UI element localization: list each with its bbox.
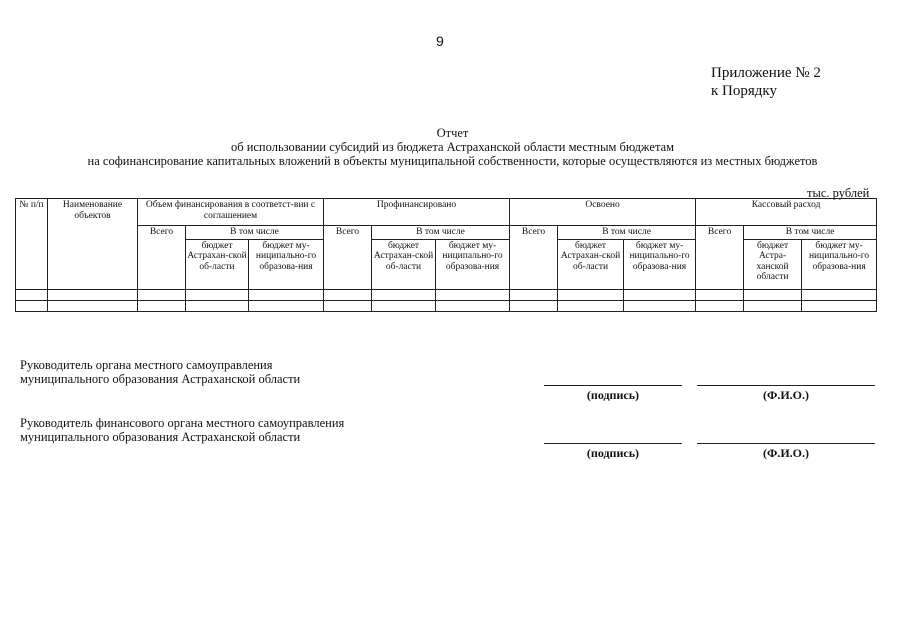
header-regional-budget: бюджет Астрахан-ской об-ласти bbox=[558, 239, 624, 289]
table-cell bbox=[372, 289, 436, 300]
header-regional-budget: бюджет Астра-ханской области bbox=[744, 239, 802, 289]
header-group-cash-expense: Кассовый расход bbox=[696, 199, 877, 226]
header-municipal-budget: бюджет му-ниципально-го образова-ния bbox=[802, 239, 877, 289]
signature-caption: (подпись) bbox=[586, 388, 640, 402]
table-cell bbox=[16, 289, 48, 300]
table-cell bbox=[138, 289, 186, 300]
header-total: Всего bbox=[138, 226, 186, 290]
table-cell bbox=[48, 300, 138, 311]
report-title-line-3: на софинансирование капитальных вложений в объекты муниципальной собственности, которые осуществляются из местных бюджетов bbox=[87, 154, 818, 168]
header-regional-budget: бюджет Астрахан-ской об-ласти bbox=[372, 239, 436, 289]
header-group-agreement: Объем финансирования в соответст-вии с соглашением bbox=[138, 199, 324, 226]
table-row bbox=[16, 289, 877, 300]
page-number: 9 bbox=[436, 33, 444, 49]
signature-title-line-2: муниципального образования Астраханской области bbox=[20, 430, 301, 444]
table-cell bbox=[372, 300, 436, 311]
table-cell bbox=[436, 300, 510, 311]
table-cell bbox=[249, 300, 324, 311]
table-cell bbox=[558, 300, 624, 311]
table-cell bbox=[744, 289, 802, 300]
header-municipal-budget: бюджет му-ниципально-го образова-ния bbox=[624, 239, 696, 289]
table-cell bbox=[696, 289, 744, 300]
table-cell bbox=[558, 289, 624, 300]
header-total: Всего bbox=[510, 226, 558, 290]
header-group-financed: Профинансировано bbox=[324, 199, 510, 226]
header-including: В том числе bbox=[372, 226, 510, 240]
table-header-row-2 bbox=[16, 226, 877, 240]
signature-line bbox=[544, 443, 682, 444]
header-including: В том числе bbox=[558, 226, 696, 240]
header-total: Всего bbox=[696, 226, 744, 290]
header-group-mastered: Освоено bbox=[510, 199, 696, 226]
table-cell bbox=[48, 289, 138, 300]
table-cell bbox=[324, 289, 372, 300]
table-cell bbox=[510, 300, 558, 311]
name-caption: (Ф.И.О.) bbox=[763, 446, 809, 460]
table-cell bbox=[802, 289, 877, 300]
table-row bbox=[16, 300, 877, 311]
signature-block-head bbox=[20, 358, 300, 386]
signature-title-line-1: Руководитель органа местного самоуправления bbox=[20, 358, 273, 372]
signature-line bbox=[544, 385, 682, 386]
signature-title-line-2: муниципального образования Астраханской области bbox=[20, 372, 301, 386]
table-cell bbox=[624, 289, 696, 300]
table-header-row-1 bbox=[16, 199, 877, 226]
signature-caption: (подпись) bbox=[586, 446, 640, 460]
report-title-line-1: Отчет bbox=[436, 126, 469, 140]
name-line bbox=[697, 443, 875, 444]
report-title bbox=[40, 126, 865, 168]
appendix-line-2: к Порядку bbox=[711, 83, 777, 99]
header-municipal-budget: бюджет му-ниципально-го образова-ния bbox=[436, 239, 510, 289]
header-number: № п/п bbox=[16, 199, 48, 290]
units-label: тыс. рублей bbox=[807, 186, 870, 200]
table-cell bbox=[744, 300, 802, 311]
table-cell bbox=[186, 300, 249, 311]
header-object-name: Наименование объектов bbox=[48, 199, 138, 290]
table-cell bbox=[249, 289, 324, 300]
report-table bbox=[15, 198, 877, 312]
report-title-line-2: об использовании субсидий из бюджета Астраханской области местным бюджетам bbox=[230, 140, 675, 154]
header-total: Всего bbox=[324, 226, 372, 290]
header-regional-budget: бюджет Астрахан-ской об-ласти bbox=[186, 239, 249, 289]
table-cell bbox=[436, 289, 510, 300]
table-cell bbox=[138, 300, 186, 311]
table-cell bbox=[696, 300, 744, 311]
table-cell bbox=[324, 300, 372, 311]
table-cell bbox=[186, 289, 249, 300]
header-including: В том числе bbox=[186, 226, 324, 240]
table-cell bbox=[802, 300, 877, 311]
signature-block-finance bbox=[20, 416, 344, 444]
name-caption: (Ф.И.О.) bbox=[763, 388, 809, 402]
table-cell bbox=[624, 300, 696, 311]
appendix-heading bbox=[711, 64, 821, 100]
header-including: В том числе bbox=[744, 226, 877, 240]
table-cell bbox=[16, 300, 48, 311]
appendix-line-1: Приложение № 2 bbox=[711, 65, 821, 81]
signature-title-line-1: Руководитель финансового органа местного самоуправления bbox=[20, 416, 345, 430]
table-cell bbox=[510, 289, 558, 300]
header-municipal-budget: бюджет му-ниципально-го образова-ния bbox=[249, 239, 324, 289]
name-line bbox=[697, 385, 875, 386]
